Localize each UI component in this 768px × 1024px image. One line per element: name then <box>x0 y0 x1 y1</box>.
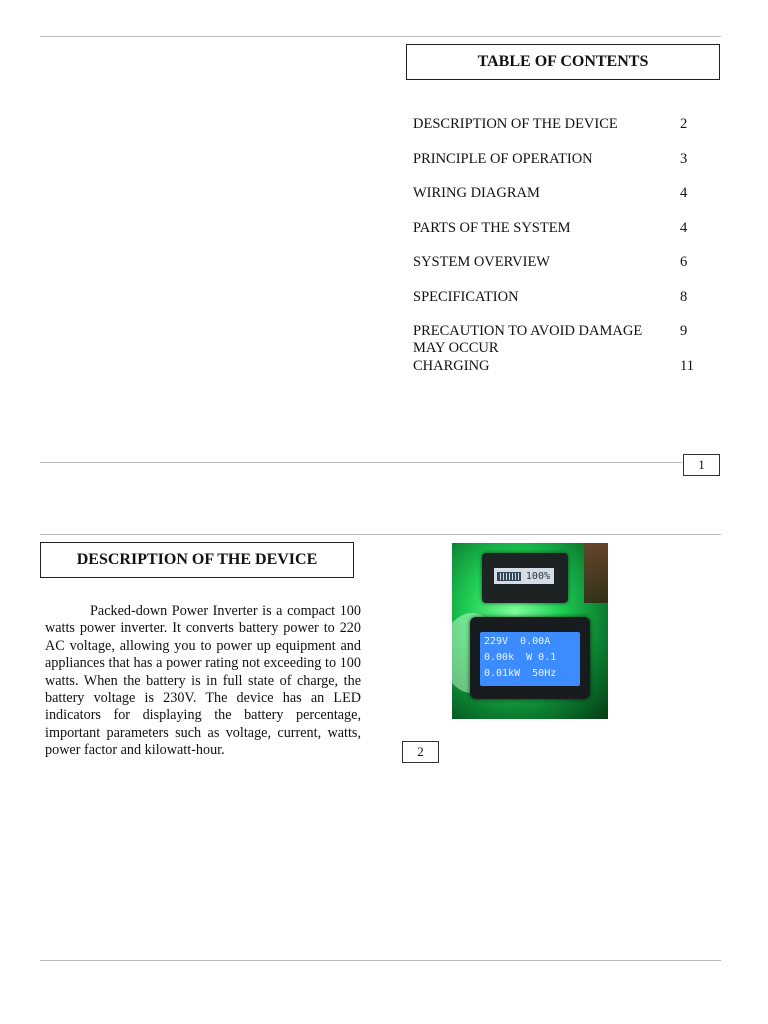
page-bottom-rule <box>40 960 721 961</box>
toc-item-title: PRINCIPLE OF OPERATION <box>413 151 593 167</box>
toc-item-title: PRECAUTION TO AVOID DAMAGE MAY OCCUR <box>413 323 643 356</box>
page-top-rule <box>40 36 721 37</box>
toc-item-title: SYSTEM OVERVIEW <box>413 254 550 270</box>
toc-item-page: 9 <box>680 323 688 339</box>
toc-item-page: 11 <box>680 358 694 374</box>
power-meter-lcd <box>480 632 580 686</box>
toc-item-page: 4 <box>680 220 688 236</box>
toc-item-title: PARTS OF THE SYSTEM <box>413 220 571 236</box>
toc-item-title: DESCRIPTION OF THE DEVICE <box>413 116 618 132</box>
wood-background <box>584 543 608 603</box>
toc-item-page: 4 <box>680 185 688 201</box>
toc-item-page: 6 <box>680 254 688 270</box>
battery-lcd <box>494 568 554 584</box>
page-footer-rule <box>40 462 682 463</box>
page-number: 1 <box>698 457 705 472</box>
toc-item-title: WIRING DIAGRAM <box>413 185 540 201</box>
page-number-box <box>683 454 720 476</box>
toc-item-page: 3 <box>680 151 688 167</box>
toc-heading-text: TABLE OF CONTENTS <box>477 53 649 70</box>
battery-percentage: 100% <box>525 570 550 582</box>
meter-line: 229V 0.00A <box>484 636 551 647</box>
device-description: Packed-down Power Inverter is a compact 100 watts power inverter. It converts battery power to 220 AC voltage, allowing you to power up equipment and appliances that has a power rating not exceeding to 100 watts. When the battery is in full state of charge, the battery voltage is 230V. The device has an LED indicators for displaying the battery percentage, important parameters such as voltage, current, watts, power factor and kilowatt-hour. <box>45 603 361 759</box>
meter-line: 0.00k W 0.1 <box>484 652 557 663</box>
page-number-box <box>402 741 439 763</box>
power-meter <box>470 617 590 699</box>
section-heading-text: DESCRIPTION OF THE DEVICE <box>76 551 318 568</box>
meter-line: 0.01kW 50Hz <box>484 668 557 679</box>
battery-bar-icon <box>497 572 521 581</box>
toc-item-title: CHARGING <box>413 358 490 374</box>
toc-item-page: 8 <box>680 289 688 305</box>
page-top-rule <box>40 534 721 535</box>
battery-indicator <box>482 553 568 603</box>
section-heading <box>40 542 354 578</box>
toc-item-title: SPECIFICATION <box>413 289 519 305</box>
page-number: 2 <box>417 744 424 759</box>
toc-heading <box>406 44 720 80</box>
device-photo <box>452 543 608 719</box>
toc-item-page: 2 <box>680 116 688 132</box>
